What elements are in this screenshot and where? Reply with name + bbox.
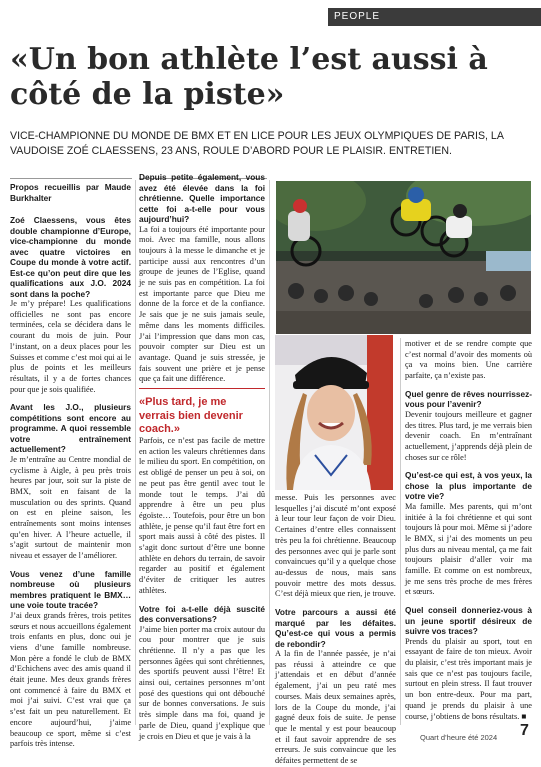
question: Vous venez d’une famille nombreuse où plusieurs membres pratiquent le BMX… une voie toute tracée? [10,568,131,611]
question: Avant les J.O., plusieurs compétitions sont encore au programme. A quoi ressemble votre entraînement actuellement? [10,402,131,455]
answer: Prends du plaisir au sport, tout en essayant de faire de ton mieux. Avoir du plaisir, c’est très important mais je sais que ce n’est pas toujours facile, surtout en plein stress. Il faut trouver un bon entre-deux. Pour ma part, quand je prends du plaisir à une course, j’obtiens de bons résultats. ■ [405,636,532,721]
section-tag [328,8,541,26]
column-2-continued [139,436,265,742]
column-divider [400,338,401,725]
column-divider [135,180,136,725]
answer: J’aime bien porter ma croix autour du cou pour montrer que je suis chrétienne. Il n’y a pas que les personnes âgées qui sont chrétiennes, des sportifs peuvent aussi l’être! Et ainsi oui, certaines personnes m’ont posé des questions qui ont débouché sur de bonnes conversations. Je suis très simple dans ma foi, quand je parle de Dieu, quand j’explique que je crois en Dieu et que je vais à la [139,624,265,741]
question: Qu’est-ce qui est, à vos yeux, la chose la plus importante de votre vie? [405,470,532,502]
answer: Je m’y prépare! Les qualifications officielles ne sont pas encore terminées, cela se décidera dans le courant du mois de juin. Pour l’instant, on a deux places pour les Suisses et comme c’est moi qui ai le plus de points et les meilleurs résultats, il y a de fortes chances pour que je sois qualifiée. [10,299,131,394]
column-1 [10,182,131,750]
answer: Parfois, ce n’est pas facile de mettre en action les valeurs chrétiennes dans le milieu du sport. En compétition, on est obligé de penser un peu à soi, on ne peut pas être gentil avec tout le monde tout le temps. J’ai dû apprendre à être un peu plus égoïste… Toutefois, pour être un bon athlète, je pense qu’il faut être fort en sport mais aussi à côté des pistes. Il s’agit donc surtout d’être une bonne athlète en dehors du terrain, de savoir regarder au positif et également d’éviter de critiquer les autres athlètes. [139,436,265,595]
answer: Devenir toujours meilleure et gagner des titres. Plus tard, je me verrais bien devenir coach. En m’entraînant actuellement, j’apprends déjà plein de choses sur ce rôle! [405,409,532,462]
pull-quote: «Plus tard, je me verrais bien devenir coach.» [139,396,243,435]
answer: Ma famille. Mes parents, qui m’ont initiée à la foi chrétienne et qui sont toujours là pour moi. Même si j’adore le BMX, si j’ai des moments un peu plus durs au niveau mental, ça me fait toujours plaisir d’aller voir ma famille. Et comme on est nombreux, je me sens très proche de mes frères et sœurs. [405,501,532,597]
column-divider [269,180,270,725]
answer: Je m’entraîne au Centre mondial de cyclisme à Aigle, à peu près trois heures par jour, soit sur la piste de BMX, soit en faisant de la musculation ou des sprints. Quand on est en pleine saison, les entraînements sont moins intenses qu’en hiver. A l’heure actuelle, il s’agit surtout de maintenir mon niveau et essayer de l’améliorer. [10,454,131,561]
question: Quel conseil donneriez-vous à un jeune sportif désireux de suivre vos traces? [405,605,532,637]
question: Zoé Claessens, vous êtes double championne d’Europe, vice-championne du monde avec quatre victoires en Coupe du monde à votre actif. Est-ce qu’on peut dire que les qualifications aux J.O. 2024 sont dans la poche? [10,215,131,299]
question: Depuis petite également, vous avez été élevée dans la foi chrétienne. Quelle importance cette foi a-t-elle pour vous aujourd’hui? [139,172,265,224]
column-4 [405,339,532,722]
answer: messe. Puis les personnes avec lesquelles j’ai discuté m’ont exposé à leur tour leur façon de voir Dieu. Certaines d’entre elles connaissent très peu la foi chrétienne. Beaucoup des personnes avec qui je parle sont convaincues qu’il y a quelque chose au-dessus de nous, mais sans pouvoir mettre des mots dessus. C’est déjà mieux que rien, je trouve. [275,493,396,599]
question: Votre foi a-t-elle déjà suscité des conversations? [139,603,265,625]
answer: J’ai deux grands frères, trois petites sœurs et nous accueillons également trois enfants en plus, donc oui je viens d’une famille nombreuse. Mon père a fondé le club de BMX d’Echichens avec des amis quand il était jeune. Mes deux grands frères ont commencé à faire du BMX et moi j’ai suivi. C’est vrai que ça s’est fait un peu naturellement. Et encore aujourd’hui, j’aime beaucoup ce sport, même si c’est parfois très intense. [10,610,131,749]
athlete-portrait-photo [275,335,393,490]
answer: La foi a toujours été importante pour moi. Avec ma famille, nous allons toujours à la messe le dimanche et je participe aussi aux rencontres d’un groupe de jeunes de l’Eglise, quand je ne suis pas en compétition. La foi est importante parce que Dieu me donne de la force et de la confiance. Je sais que je ne suis jamais seule, même dans les moments difficiles. J’ai l’impression que dans mon cas, pouvoir compter sur Dieu est un avantage. Quand je suis stressée, je fais souvent une prière et je pense que ça fait une différence. [139,224,265,384]
pullquote-rule [139,388,265,389]
article-title: «Un bon athlète l’est aussi à côté de la piste» [10,42,488,112]
column-3 [275,493,396,767]
divider [10,178,132,179]
column-2 [139,172,265,385]
question: Votre parcours a aussi été marqué par les défaites. Qu’est-ce qui vous a permis de rebondir? [275,607,396,649]
publication-name: Quart d’heure été 2024 [420,733,498,742]
page-number: 7 [520,722,529,739]
answer: A la fin de l’année passée, je n’ai pas réussi à atteindre ce que j’attendais et en début d’année également, j’ai un peu raté mes courses. Mais deux semaines après, lors de la Coupe du monde, j’ai gagné deux fois de suite. Je pense que le mental y est pour beaucoup et il faut savoir apprendre de ses erreurs. Je suis convaincue que les défaites permettent de se [275,649,396,766]
bmx-race-photo [276,181,531,334]
section-label: PEOPLE [334,11,381,22]
answer: motiver et de se rendre compte que c’est normal d’avoir des moments où ça va moins bien. Une carrière parfaite, ça n’existe pas. [405,339,532,381]
byline: Propos recueillis par Maude Burkhalter [10,182,131,203]
question: Quel genre de rêves nourrissez-vous pour l’avenir? [405,388,532,410]
article-lead: VICE-CHAMPIONNE DU MONDE DE BMX ET EN LICE POUR LES JEUX OLYMPIQUES DE PARIS, LA VAUDOISE ZOÉ CLAESSENS, 23 ANS, ROULE D’ABORD POUR LE PLAISIR. ENTRETIEN. [10,130,504,157]
